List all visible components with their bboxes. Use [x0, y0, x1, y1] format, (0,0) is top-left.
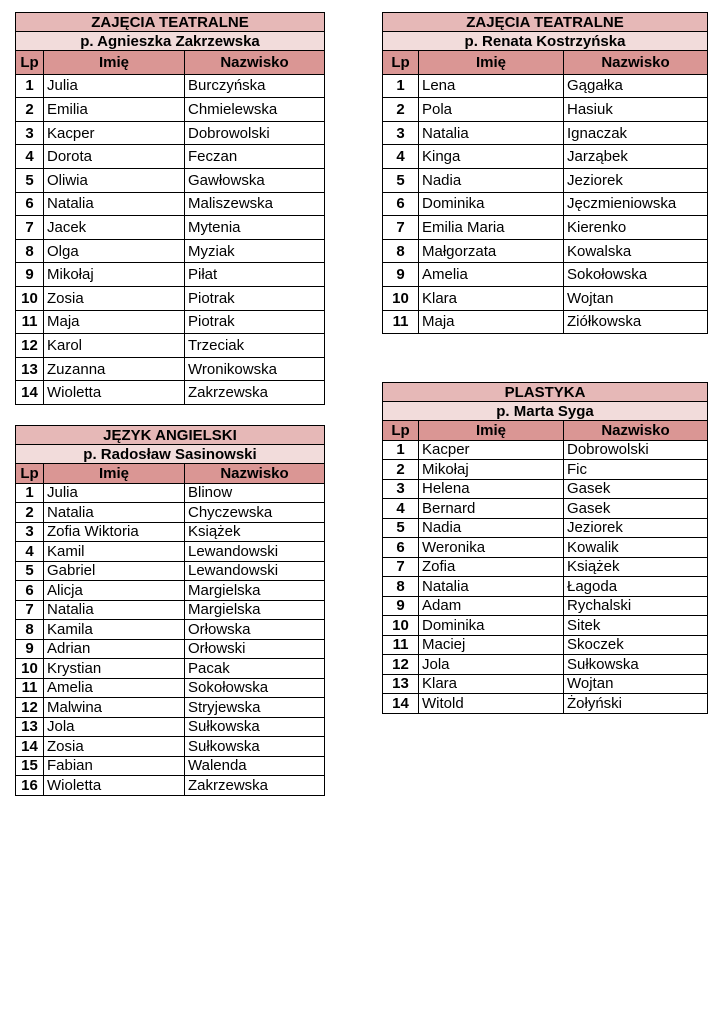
table-row [383, 145, 708, 169]
table-row [16, 381, 325, 405]
table-row [16, 503, 325, 523]
activity-title: ZAJĘCIA TEATRALNE [16, 13, 325, 32]
table-row [16, 737, 325, 757]
table-row [383, 168, 708, 192]
first-name-cell: Klara [419, 674, 564, 694]
table-row [16, 310, 325, 334]
last-name-cell: Orłowski [185, 639, 325, 659]
lp-header: Lp [383, 51, 419, 75]
last-name-cell: Blinow [185, 483, 325, 503]
row-number: 8 [383, 577, 419, 597]
table-row [16, 98, 325, 122]
last-name-header: Nazwisko [185, 51, 325, 75]
table-row [383, 286, 708, 310]
table-row [16, 542, 325, 562]
first-name-header: Imię [419, 51, 564, 75]
first-name-cell: Kacper [44, 121, 185, 145]
last-name-cell: Margielska [185, 600, 325, 620]
row-number: 4 [383, 145, 419, 169]
last-name-cell: Wronikowska [185, 357, 325, 381]
last-name-header: Nazwisko [564, 421, 708, 441]
last-name-cell: Gawłowska [185, 168, 325, 192]
row-number: 9 [16, 263, 44, 287]
first-name-cell: Julia [44, 74, 185, 98]
teacher-row [383, 32, 708, 51]
table-row [383, 499, 708, 519]
first-name-cell: Emilia [44, 98, 185, 122]
teacher-row [16, 445, 325, 464]
last-name-cell: Lewandowski [185, 561, 325, 581]
first-name-cell: Adrian [44, 639, 185, 659]
row-number: 8 [16, 620, 44, 640]
last-name-cell: Walenda [185, 756, 325, 776]
row-number: 6 [16, 581, 44, 601]
title-row [16, 426, 325, 445]
last-name-cell: Sokołowska [185, 678, 325, 698]
first-name-cell: Natalia [44, 600, 185, 620]
last-name-cell: Lewandowski [185, 542, 325, 562]
last-name-cell: Piotrak [185, 310, 325, 334]
table-row [383, 596, 708, 616]
table-row [16, 334, 325, 358]
teacher-name: p. Marta Syga [383, 402, 708, 421]
last-name-cell: Sułkowska [185, 717, 325, 737]
table-row [383, 192, 708, 216]
last-name-cell: Pacak [185, 659, 325, 679]
row-number: 7 [16, 600, 44, 620]
row-number: 1 [16, 74, 44, 98]
table-row [383, 460, 708, 480]
first-name-cell: Maja [419, 310, 564, 334]
first-name-header: Imię [44, 464, 185, 484]
first-name-cell: Wioletta [44, 776, 185, 796]
first-name-cell: Witold [419, 694, 564, 714]
first-name-cell: Zuzanna [44, 357, 185, 381]
row-number: 6 [383, 192, 419, 216]
last-name-cell: Maliszewska [185, 192, 325, 216]
first-name-cell: Małgorzata [419, 239, 564, 263]
row-number: 14 [16, 381, 44, 405]
last-name-cell: Sułkowska [185, 737, 325, 757]
last-name-cell: Kowalska [564, 239, 708, 263]
last-name-header: Nazwisko [564, 51, 708, 75]
row-number: 9 [383, 263, 419, 287]
first-name-cell: Dominika [419, 192, 564, 216]
lp-header: Lp [383, 421, 419, 441]
table-row [16, 121, 325, 145]
row-number: 7 [383, 557, 419, 577]
first-name-cell: Klara [419, 286, 564, 310]
last-name-cell: Piotrak [185, 286, 325, 310]
first-name-header: Imię [44, 51, 185, 75]
row-number: 10 [16, 659, 44, 679]
table-row [383, 655, 708, 675]
row-number: 12 [383, 655, 419, 675]
table-row [16, 581, 325, 601]
table-row [16, 286, 325, 310]
title-row [16, 13, 325, 32]
last-name-cell: Łagoda [564, 577, 708, 597]
last-name-cell: Żołyński [564, 694, 708, 714]
row-number: 6 [383, 538, 419, 558]
first-name-cell: Maciej [419, 635, 564, 655]
row-number: 10 [16, 286, 44, 310]
first-name-cell: Mikołaj [44, 263, 185, 287]
last-name-cell: Dobrowolski [185, 121, 325, 145]
first-name-cell: Kinga [419, 145, 564, 169]
last-name-cell: Mytenia [185, 216, 325, 240]
row-number: 7 [383, 216, 419, 240]
first-name-cell: Olga [44, 239, 185, 263]
row-number: 10 [383, 286, 419, 310]
table-row [16, 561, 325, 581]
row-number: 8 [383, 239, 419, 263]
row-number: 11 [16, 310, 44, 334]
first-name-cell: Oliwia [44, 168, 185, 192]
first-name-cell: Malwina [44, 698, 185, 718]
last-name-cell: Wojtan [564, 674, 708, 694]
last-name-cell: Burczyńska [185, 74, 325, 98]
table-row [16, 192, 325, 216]
row-number: 1 [16, 483, 44, 503]
last-name-cell: Feczan [185, 145, 325, 169]
row-number: 14 [383, 694, 419, 714]
table-row [383, 98, 708, 122]
table-row [16, 216, 325, 240]
row-number: 13 [16, 717, 44, 737]
row-number: 8 [16, 239, 44, 263]
first-name-cell: Krystian [44, 659, 185, 679]
row-number: 9 [16, 639, 44, 659]
first-name-cell: Natalia [419, 577, 564, 597]
last-name-cell: Chmielewska [185, 98, 325, 122]
first-name-cell: Gabriel [44, 561, 185, 581]
table-row [383, 216, 708, 240]
last-name-header: Nazwisko [185, 464, 325, 484]
last-name-cell: Zakrzewska [185, 776, 325, 796]
last-name-cell: Jarząbek [564, 145, 708, 169]
row-number: 5 [16, 168, 44, 192]
last-name-cell: Gasek [564, 479, 708, 499]
art-table-syga [382, 382, 708, 714]
last-name-cell: Gasek [564, 499, 708, 519]
table-row [383, 440, 708, 460]
first-name-cell: Nadia [419, 518, 564, 538]
row-number: 2 [383, 98, 419, 122]
title-row [383, 13, 708, 32]
row-number: 11 [383, 310, 419, 334]
first-name-cell: Dorota [44, 145, 185, 169]
english-table-sasinowski [15, 425, 325, 796]
last-name-cell: Sokołowska [564, 263, 708, 287]
last-name-cell: Jeziorek [564, 518, 708, 538]
first-name-cell: Karol [44, 334, 185, 358]
row-number: 12 [16, 698, 44, 718]
row-number: 16 [16, 776, 44, 796]
first-name-cell: Zofia [419, 557, 564, 577]
table-row [16, 239, 325, 263]
teacher-row [383, 402, 708, 421]
last-name-cell: Książek [185, 522, 325, 542]
activity-title: JĘZYK ANGIELSKI [16, 426, 325, 445]
last-name-cell: Ziółkowska [564, 310, 708, 334]
last-name-cell: Hasiuk [564, 98, 708, 122]
row-number: 3 [16, 121, 44, 145]
last-name-cell: Jęczmieniowska [564, 192, 708, 216]
first-name-cell: Zosia [44, 737, 185, 757]
teacher-name: p. Renata Kostrzyńska [383, 32, 708, 51]
row-number: 1 [383, 440, 419, 460]
last-name-cell: Trzeciak [185, 334, 325, 358]
first-name-cell: Zofia Wiktoria [44, 522, 185, 542]
last-name-cell: Skoczek [564, 635, 708, 655]
first-name-cell: Alicja [44, 581, 185, 601]
table-row [16, 263, 325, 287]
table-row [383, 616, 708, 636]
row-number: 4 [16, 542, 44, 562]
table-row [16, 678, 325, 698]
row-number: 3 [16, 522, 44, 542]
last-name-cell: Rychalski [564, 596, 708, 616]
first-name-cell: Maja [44, 310, 185, 334]
table-row [383, 557, 708, 577]
theatre-table-kostrzynska [382, 12, 708, 334]
table-row [16, 620, 325, 640]
row-number: 11 [16, 678, 44, 698]
row-number: 3 [383, 479, 419, 499]
row-number: 5 [383, 168, 419, 192]
last-name-cell: Myziak [185, 239, 325, 263]
row-number: 10 [383, 616, 419, 636]
column-header-row [383, 421, 708, 441]
table-row [383, 694, 708, 714]
table-row [383, 518, 708, 538]
table-row [16, 659, 325, 679]
first-name-cell: Nadia [419, 168, 564, 192]
row-number: 2 [16, 98, 44, 122]
table-row [383, 674, 708, 694]
first-name-cell: Amelia [44, 678, 185, 698]
row-number: 2 [16, 503, 44, 523]
row-number: 5 [16, 561, 44, 581]
last-name-cell: Fic [564, 460, 708, 480]
last-name-cell: Stryjewska [185, 698, 325, 718]
table-row [383, 635, 708, 655]
table-row [383, 310, 708, 334]
first-name-cell: Julia [44, 483, 185, 503]
table-row [383, 121, 708, 145]
last-name-cell: Margielska [185, 581, 325, 601]
teacher-name: p. Radosław Sasinowski [16, 445, 325, 464]
last-name-cell: Orłowska [185, 620, 325, 640]
last-name-cell: Sułkowska [564, 655, 708, 675]
teacher-name: p. Agnieszka Zakrzewska [16, 32, 325, 51]
row-number: 9 [383, 596, 419, 616]
row-number: 2 [383, 460, 419, 480]
first-name-cell: Lena [419, 74, 564, 98]
column-header-row [383, 51, 708, 75]
first-name-cell: Pola [419, 98, 564, 122]
title-row [383, 383, 708, 402]
activity-title: PLASTYKA [383, 383, 708, 402]
row-number: 1 [383, 74, 419, 98]
first-name-cell: Amelia [419, 263, 564, 287]
table-row [16, 168, 325, 192]
last-name-cell: Książek [564, 557, 708, 577]
first-name-cell: Wioletta [44, 381, 185, 405]
first-name-cell: Helena [419, 479, 564, 499]
last-name-cell: Piłat [185, 263, 325, 287]
row-number: 13 [16, 357, 44, 381]
lp-header: Lp [16, 51, 44, 75]
theatre-table-zakrzewska [15, 12, 325, 405]
last-name-cell: Zakrzewska [185, 381, 325, 405]
row-number: 7 [16, 216, 44, 240]
first-name-cell: Adam [419, 596, 564, 616]
last-name-cell: Kowalik [564, 538, 708, 558]
row-number: 3 [383, 121, 419, 145]
first-name-cell: Natalia [44, 192, 185, 216]
row-number: 12 [16, 334, 44, 358]
row-number: 15 [16, 756, 44, 776]
table-row [16, 756, 325, 776]
table-row [383, 239, 708, 263]
last-name-cell: Sitek [564, 616, 708, 636]
first-name-cell: Zosia [44, 286, 185, 310]
column-header-row [16, 51, 325, 75]
last-name-cell: Chyczewska [185, 503, 325, 523]
column-header-row [16, 464, 325, 484]
first-name-cell: Kamil [44, 542, 185, 562]
first-name-header: Imię [419, 421, 564, 441]
first-name-cell: Jola [44, 717, 185, 737]
lp-header: Lp [16, 464, 44, 484]
table-row [16, 639, 325, 659]
row-number: 14 [16, 737, 44, 757]
first-name-cell: Fabian [44, 756, 185, 776]
first-name-cell: Natalia [44, 503, 185, 523]
row-number: 4 [16, 145, 44, 169]
first-name-cell: Emilia Maria [419, 216, 564, 240]
last-name-cell: Gągałka [564, 74, 708, 98]
table-row [16, 483, 325, 503]
row-number: 5 [383, 518, 419, 538]
row-number: 6 [16, 192, 44, 216]
table-row [16, 600, 325, 620]
first-name-cell: Jacek [44, 216, 185, 240]
first-name-cell: Bernard [419, 499, 564, 519]
row-number: 13 [383, 674, 419, 694]
first-name-cell: Kacper [419, 440, 564, 460]
last-name-cell: Jeziorek [564, 168, 708, 192]
table-row [16, 522, 325, 542]
first-name-cell: Kamila [44, 620, 185, 640]
first-name-cell: Jola [419, 655, 564, 675]
last-name-cell: Ignaczak [564, 121, 708, 145]
row-number: 11 [383, 635, 419, 655]
table-row [16, 74, 325, 98]
first-name-cell: Dominika [419, 616, 564, 636]
table-row [383, 538, 708, 558]
table-row [16, 776, 325, 796]
table-row [16, 357, 325, 381]
table-row [383, 577, 708, 597]
table-row [383, 263, 708, 287]
row-number: 4 [383, 499, 419, 519]
table-row [383, 74, 708, 98]
table-row [16, 698, 325, 718]
table-row [16, 145, 325, 169]
first-name-cell: Natalia [419, 121, 564, 145]
teacher-row [16, 32, 325, 51]
last-name-cell: Kierenko [564, 216, 708, 240]
table-row [383, 479, 708, 499]
first-name-cell: Mikołaj [419, 460, 564, 480]
first-name-cell: Weronika [419, 538, 564, 558]
last-name-cell: Wojtan [564, 286, 708, 310]
table-row [16, 717, 325, 737]
last-name-cell: Dobrowolski [564, 440, 708, 460]
activity-title: ZAJĘCIA TEATRALNE [383, 13, 708, 32]
